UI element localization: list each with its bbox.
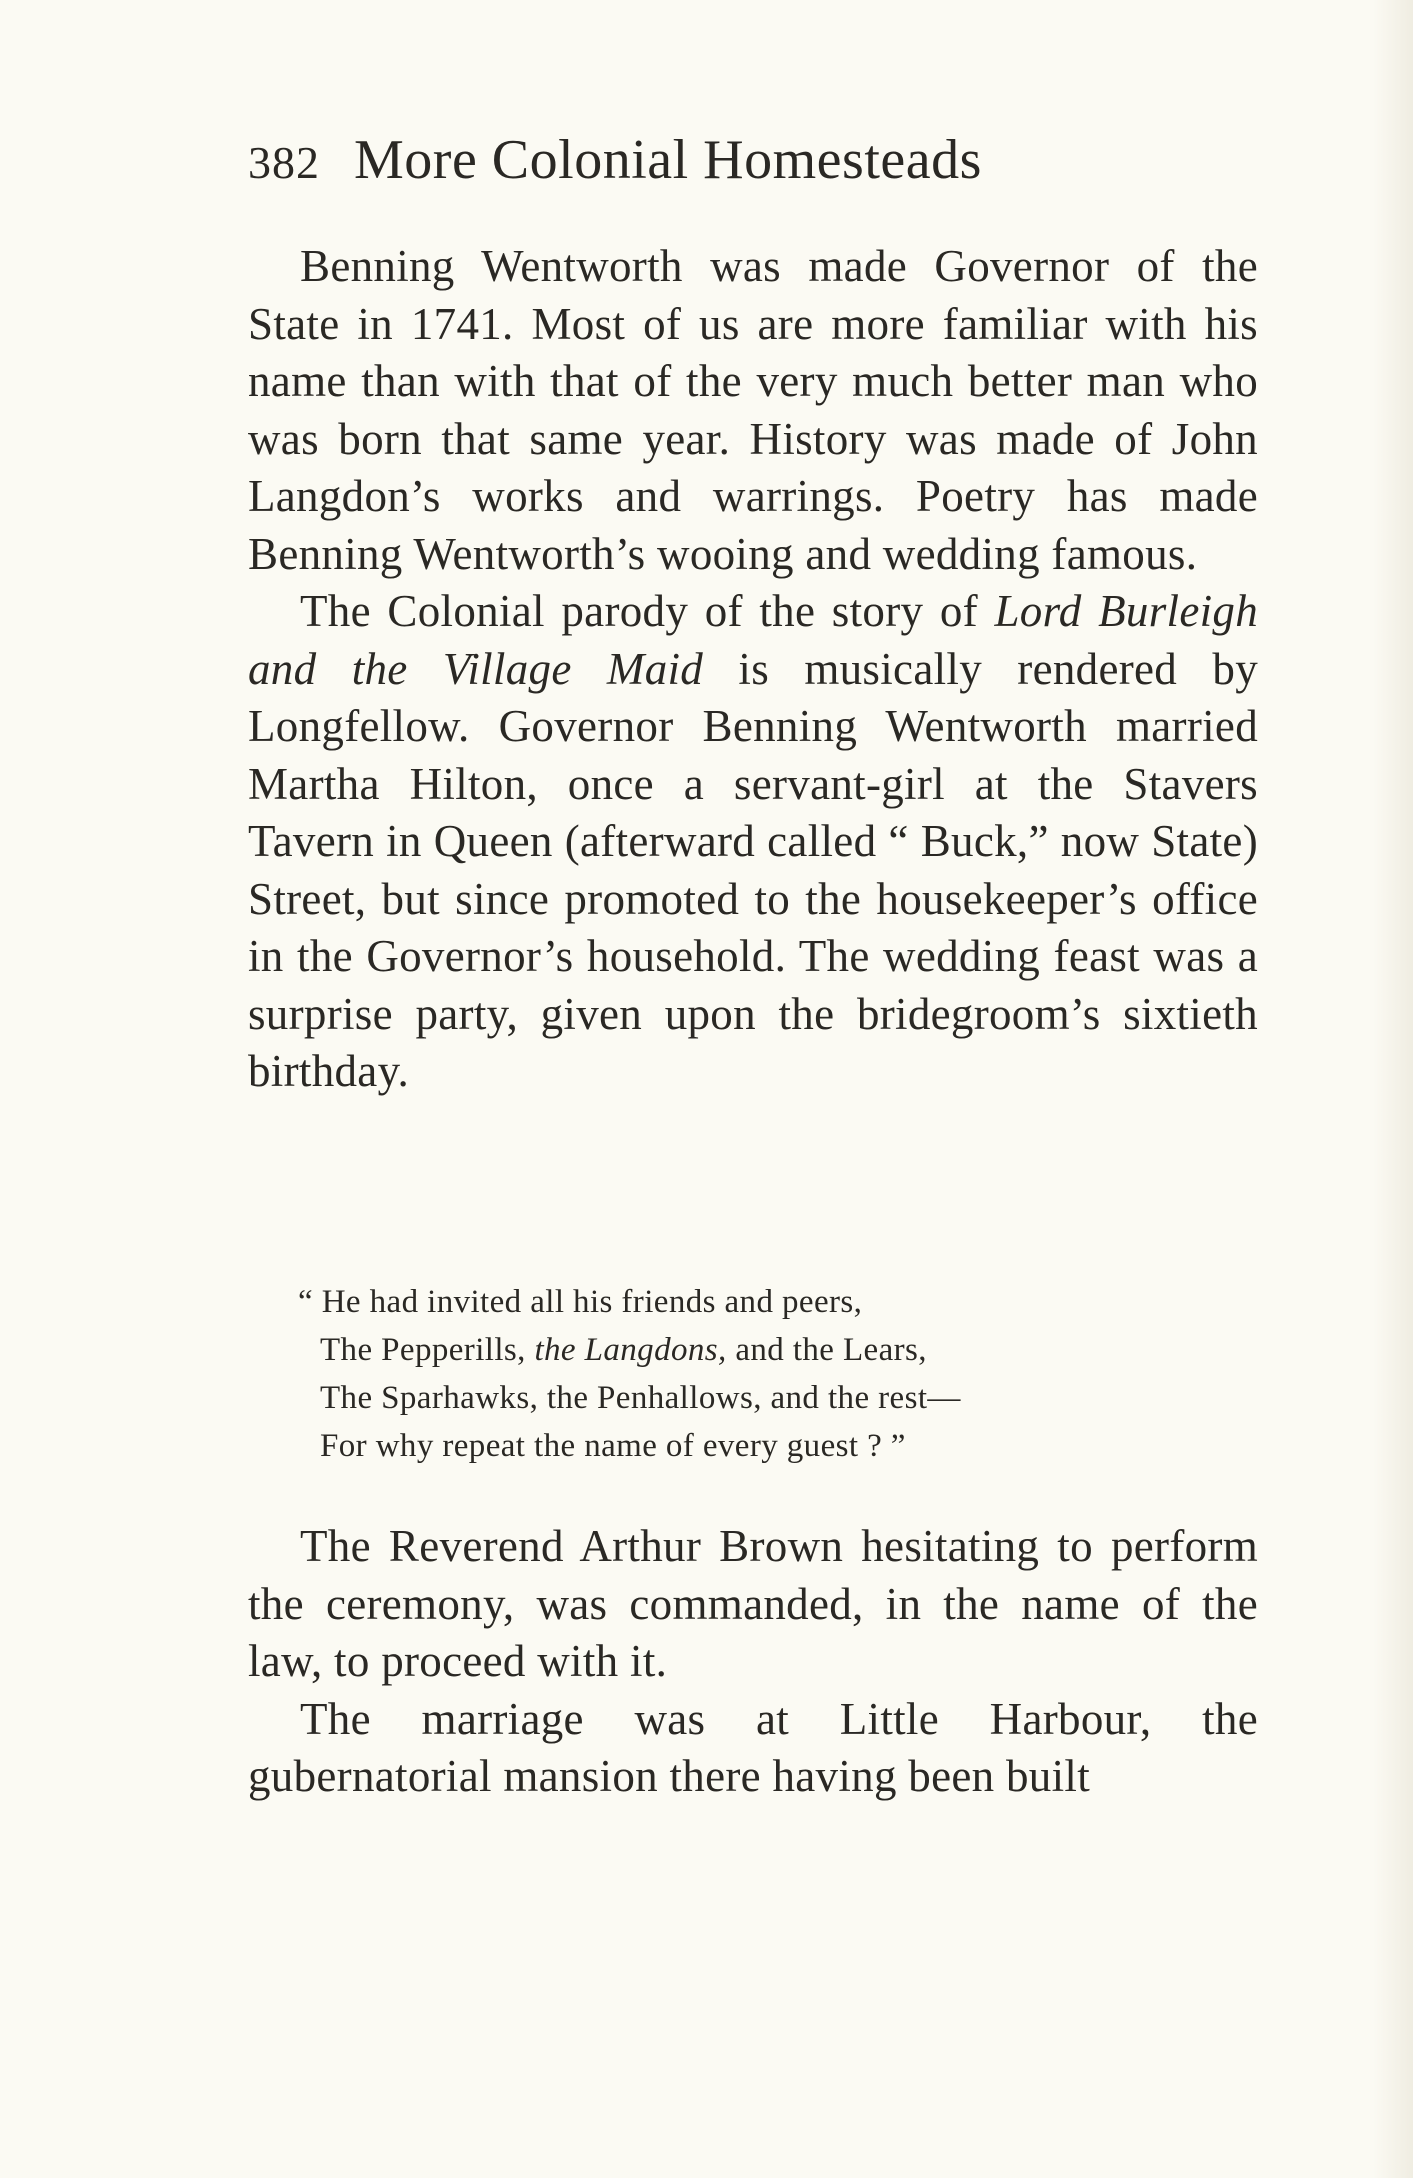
paragraph-text: is musically rendered by Longfellow. Governor Benning Wentworth married Martha Hilton, once a servant-girl at the Stavers Tavern in Queen (afterward called “ Buck,” now State) Street, but since promoted to the housekeeper’s office in the Governor’s household. The wedding feast was a surprise party, given upon the bridegroom’s sixtieth birthday. — [248, 643, 1258, 1096]
verse-text: The Pepperills, — [320, 1332, 535, 1368]
italic-title: Lord Burleigh and the Village Maid — [248, 586, 1258, 694]
verse-italic: the Langdons, — [534, 1332, 727, 1368]
verse-line: The Sparhawks, the Penhallows, and the rest— — [320, 1380, 961, 1416]
paragraph-colonial-parody — [248, 583, 1258, 1101]
verse-quotation — [298, 1278, 1198, 1470]
verse-line — [298, 1326, 1198, 1374]
verse-line: “ He had invited all his friends and peers, — [298, 1284, 863, 1320]
paragraph-text: The Colonial parody of the story of — [300, 586, 995, 636]
page-edge-shadow — [1373, 0, 1413, 2178]
paragraph-wentworth-governor: Benning Wentworth was made Governor of the State in 1741. Most of us are more familiar with his name than with that of the very much better man who was born that same year. History was made of John Langdon’s works and warrings. Poetry has made Benning Wentworth’s wooing and wedding famous. — [248, 241, 1258, 579]
verse-line: For why repeat the name of every guest ? ” — [320, 1428, 906, 1464]
upper-text-block — [248, 238, 1258, 1101]
lower-text-block — [248, 1518, 1258, 1806]
verse-text: and the Lears, — [726, 1332, 927, 1368]
paragraph-reverend-brown: The Reverend Arthur Brown hesitating to perform the ceremony, was commanded, in the name of the law, to proceed with it. — [248, 1521, 1258, 1686]
paragraph-marriage-location: The marriage was at Little Harbour, the gubernatorial mansion there having been built — [248, 1693, 1258, 1801]
running-title: More Colonial Homesteads — [354, 129, 982, 191]
running-head — [248, 128, 1248, 198]
page-number: 382 — [248, 137, 320, 188]
